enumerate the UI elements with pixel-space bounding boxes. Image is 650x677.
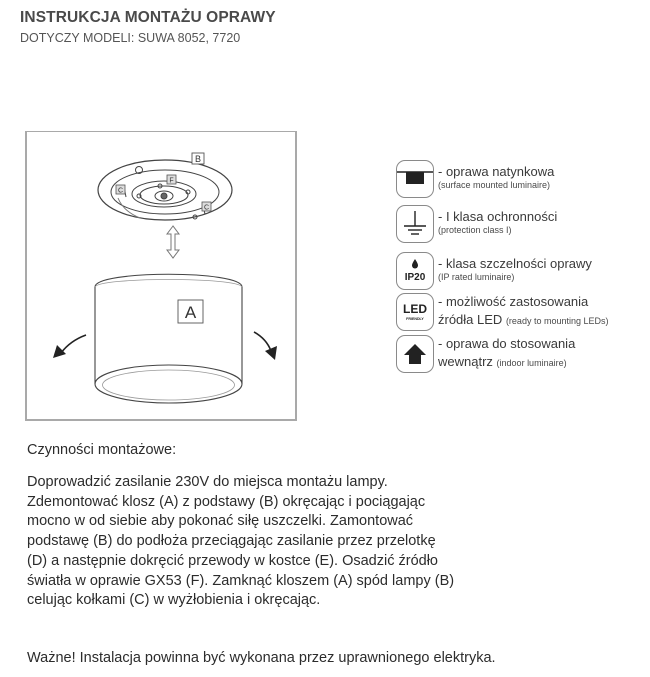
legend-item-surface-mounted	[393, 160, 643, 200]
instruction-line: podstawę (B) do podłoża przeciągając zasilanie przez przelotkę	[27, 533, 436, 550]
double-arrow-icon	[167, 226, 179, 258]
instructions-body	[27, 473, 497, 611]
instruction-line: Doprowadzić zasilanie 230V do miejsca montażu lampy.	[27, 474, 388, 490]
assembly-figure	[25, 131, 297, 421]
legend-sublabel: (ready to mounting LEDs)	[505, 316, 609, 326]
document-title: INSTRUKCJA MONTAŻU OPRAWY	[20, 9, 276, 26]
label-f	[167, 175, 176, 185]
legend-label: - oprawa natynkowa	[438, 164, 555, 179]
legend-sublabel: (indoor luminaire)	[496, 358, 567, 368]
legend-sublabel: (IP rated luminaire)	[438, 272, 515, 282]
document-subtitle: DOTYCZY MODELI: SUWA 8052, 7720	[20, 31, 241, 45]
instruction-line: (D) a następnie dokręcić przewody w kostce (E). Osadzić źródło	[27, 552, 438, 569]
legend-label: - oprawa do stosowania	[438, 336, 576, 351]
legend-label: - I klasa ochronności	[438, 209, 558, 224]
legend-sublabel: (surface mounted luminaire)	[438, 180, 551, 190]
svg-text:IP20: IP20	[404, 272, 426, 283]
indoor-house-icon	[396, 335, 434, 373]
label-c-left	[116, 185, 125, 195]
instructions-heading: Czynności montażowe:	[27, 442, 177, 458]
legend-label-line2: wewnątrz	[438, 354, 493, 369]
label-c-right	[202, 202, 211, 212]
svg-text:F: F	[169, 177, 174, 185]
svg-text:LED: LED	[403, 302, 427, 316]
instruction-line: Zdemontować klosz (A) z podstawy (B) okręcając i pociągając	[27, 493, 426, 510]
led-friendly-icon	[396, 293, 434, 331]
legend-label-line2: źródła LED	[438, 312, 503, 327]
legend-item-indoor	[393, 335, 643, 375]
instruction-line: celując kołkami (C) w wyżłobienia i okręcając.	[27, 592, 321, 609]
svg-text:C: C	[117, 187, 124, 195]
svg-text:A: A	[184, 303, 197, 322]
legend-item-led-friendly	[393, 293, 643, 333]
instruction-line: światła w oprawie GX53 (F). Zamknąć kloszem (A) spód lampy (B)	[27, 572, 455, 589]
rotate-right-arrow-icon	[254, 332, 277, 360]
surface-mount-icon	[396, 160, 434, 198]
legend-item-protection-class	[393, 205, 643, 245]
instruction-line: mocno w od siebie aby pokonać siłę uszczelki. Zamontować	[27, 513, 414, 530]
legend-sublabel: (protection class I)	[438, 225, 512, 235]
svg-text:B: B	[194, 154, 202, 164]
lamp-shade-drawing	[95, 274, 242, 403]
label-a	[178, 300, 203, 323]
svg-text:FRIENDLY: FRIENDLY	[406, 317, 424, 321]
legend-label: - możliwość zastosowania	[438, 294, 589, 309]
ground-icon	[396, 205, 434, 243]
legend-label: - klasa szczelności oprawy	[438, 256, 592, 271]
svg-text:C: C	[203, 204, 210, 212]
ip20-icon	[396, 252, 434, 290]
label-b	[192, 153, 204, 164]
legend-item-ip-rating	[393, 252, 643, 292]
rotate-left-arrow-icon	[53, 335, 86, 358]
safety-warning: Ważne! Instalacja powinna być wykonana przez uprawnionego elektryka.	[27, 650, 496, 666]
